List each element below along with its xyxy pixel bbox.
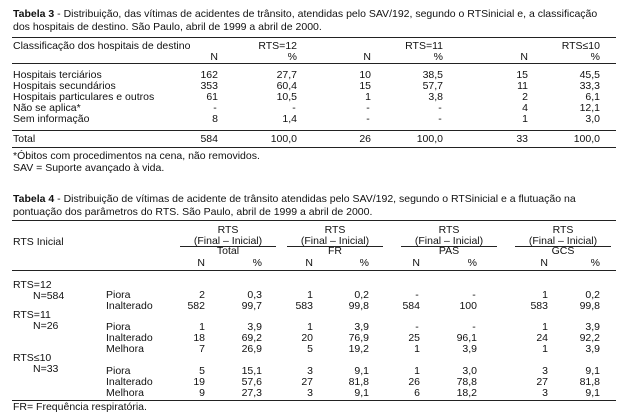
table4-cell: 20 (301, 332, 313, 344)
table4-cell: 9,1 (585, 387, 600, 399)
table4-group-rts: RTS (552, 224, 574, 236)
table4-row-label: Piora (106, 321, 131, 333)
table4-cell: 1 (307, 289, 313, 301)
table3-total-cell: 100,0 (270, 133, 297, 145)
table4-cell: - (415, 289, 419, 301)
table4-top-rule (12, 220, 616, 221)
table4-cell: 3,9 (585, 343, 600, 355)
table3-cell: 10 (359, 69, 371, 81)
table4-cell: 3 (542, 365, 548, 377)
table4-row-label: Piora (106, 365, 131, 377)
table4-group-underline (401, 246, 497, 247)
table3-cell: 61 (206, 91, 218, 103)
table3-cell: 33,3 (579, 80, 600, 92)
table4-sub-pct: % (467, 257, 477, 269)
table4-cell: 27 (301, 376, 313, 388)
table3-row-label: Sem informação (13, 113, 90, 125)
table3-row-label: Não se aplica* (13, 102, 81, 114)
table4-cell: 583 (530, 300, 548, 312)
table4-section-n: N=584 (33, 290, 65, 302)
table4-cell: 5 (307, 343, 313, 355)
table4-cell: 0,3 (247, 289, 262, 301)
table4-group-param: Total (216, 245, 240, 257)
table4-sub-n: N (540, 257, 548, 269)
table4-row-label: Melhora (106, 387, 144, 399)
table3-total-cell: 33 (516, 133, 528, 145)
table4-cell: 3,9 (354, 321, 369, 333)
table4-row-header: RTS Inicial (13, 236, 64, 248)
table4-cell: 3,0 (462, 365, 477, 377)
table3-cell: - (366, 113, 370, 125)
table4-section-n: N=33 (33, 363, 59, 375)
table4-cell: 96,1 (456, 332, 477, 344)
table3-total-cell: 100,0 (573, 133, 600, 145)
table4-cell: - (472, 289, 476, 301)
table4-row-label: Inalterado (106, 332, 153, 344)
table3-cell: 3,8 (428, 91, 443, 103)
table4-sub-n: N (412, 257, 420, 269)
table3-row-label: Hospitais terciários (13, 69, 102, 81)
table4-cell: 18,2 (456, 387, 477, 399)
table3-cell: 38,5 (422, 69, 443, 81)
table4-cell: 19 (193, 376, 205, 388)
table4-header-rule (12, 270, 616, 271)
table4-section-rts: RTS=11 (13, 309, 51, 321)
table4-cell: 3,9 (247, 321, 262, 333)
table4-cell: 9,1 (354, 365, 369, 377)
table4-cell: 1 (414, 365, 420, 377)
table3-cell: - (366, 102, 370, 114)
table4-cell: 582 (187, 300, 205, 312)
table4-cell: 100 (459, 300, 477, 312)
table4-cell: 3 (307, 365, 313, 377)
table3-sub-n: N (210, 51, 218, 63)
table4-cell: 9,1 (354, 387, 369, 399)
table4-cell: 584 (402, 300, 420, 312)
table3-caption (13, 8, 617, 34)
table3-col-header: Classificação dos hospitais de destino (13, 40, 191, 52)
table4-group-rts: RTS (324, 224, 346, 236)
table4-cell: 99,8 (348, 300, 369, 312)
table4-cell: 81,8 (348, 376, 369, 388)
table4-cell: 0,2 (585, 289, 600, 301)
table3-group-header: RTS=12 (258, 40, 297, 52)
table4-cell: 78,8 (456, 376, 477, 388)
table4-cell: 1 (542, 321, 548, 333)
table4-group-range: (Final – Inicial) (528, 235, 598, 247)
table4-cell: 24 (536, 332, 548, 344)
table4-footnote: FR= Frequência respiratória. (13, 401, 147, 413)
table3-sub-n: N (363, 51, 371, 63)
table4-sub-pct: % (252, 257, 262, 269)
table4-cell: 583 (295, 300, 313, 312)
table4-cell: 27 (536, 376, 548, 388)
table4-row-label: Melhora (106, 343, 144, 355)
table4-cell: 15,1 (241, 365, 262, 377)
table3-sub-pct: % (590, 51, 600, 63)
table4-cell: - (415, 321, 419, 333)
table4-cell: 69,2 (241, 332, 262, 344)
table4-sub-pct: % (359, 257, 369, 269)
table4-cell: 1 (307, 321, 313, 333)
table4-cell: 1 (414, 343, 420, 355)
table3-total-label: Total (13, 133, 36, 145)
table3-bottom-rule (12, 147, 616, 148)
table3-cell: 1 (522, 113, 528, 125)
table4-sub-n: N (197, 257, 205, 269)
table3-cell: 162 (200, 69, 218, 81)
table3-cell: 1,4 (282, 113, 297, 125)
table4-cell: 27,3 (241, 387, 262, 399)
table4-cell: 3 (542, 387, 548, 399)
table4-row-label: Inalterado (106, 300, 153, 312)
table3-cell: 6,1 (585, 91, 600, 103)
table4-cell: 26 (408, 376, 420, 388)
table3-cell: 15 (516, 69, 528, 81)
table4-cell: 3,9 (585, 321, 600, 333)
table4-group-underline (180, 246, 276, 247)
table3-cell: - (292, 102, 296, 114)
table4-caption (13, 193, 617, 219)
table4-group-param: FR (328, 245, 342, 257)
table4-cell: - (472, 321, 476, 333)
table3-cell: 8 (212, 113, 218, 125)
table4-row-label: Piora (106, 289, 131, 301)
table3-row-label: Hospitais secundários (13, 80, 116, 92)
table3-total-rule (12, 130, 616, 131)
table4-title-text: - Distribuição de vítimas de acidente de trânsito atendidas pelo SAV/192, segundo o RTSinicial e a flutuação na pontuação dos parâmetros do RTS. São Paulo, abril de 1999 a abril de 2000. (13, 193, 576, 218)
table4-group-underline (515, 246, 611, 247)
table4-cell: 9,1 (585, 365, 600, 377)
table3-group-header: RTS=11 (405, 40, 443, 52)
table3-cell: 11 (517, 80, 528, 92)
table4-cell: 76,9 (348, 332, 369, 344)
table4-cell: 18 (193, 332, 205, 344)
table4-cell: 3 (307, 387, 313, 399)
table3-cell: 60,4 (276, 80, 297, 92)
table3-sub-pct: % (287, 51, 297, 63)
table3-top-rule (12, 37, 616, 38)
table4-cell: 2 (199, 289, 205, 301)
table4-cell: 1 (199, 321, 205, 333)
table4-cell: 57,6 (241, 376, 262, 388)
table4-cell: 5 (199, 365, 205, 377)
table4-section-rts: RTS=12 (13, 279, 52, 291)
table4-cell: 1 (542, 343, 548, 355)
table3-cell: - (438, 113, 442, 125)
table3-sub-pct: % (433, 51, 443, 63)
table3-cell: 45,5 (579, 69, 600, 81)
table3-row-label: Hospitais particulares e outros (13, 91, 155, 103)
table3-note-obitos: *Óbitos com procedimentos na cena, não removidos. (13, 150, 260, 162)
table4-title-label: Tabela 4 (13, 193, 55, 205)
table3-cell: 2 (522, 91, 528, 103)
table3-cell: 1 (365, 91, 371, 103)
table4-section-n: N=26 (33, 320, 59, 332)
table3-total-cell: 100,0 (416, 133, 443, 145)
table3-total-cell: 584 (200, 133, 218, 145)
table3-group-header: RTS≤10 (561, 40, 600, 52)
table3-cell: 15 (359, 80, 371, 92)
table4-group-rts: RTS (438, 224, 460, 236)
table4-group-range: (Final – Inicial) (414, 235, 484, 247)
table3-cell: 27,7 (276, 69, 297, 81)
table3-title-text: - Distribuição, das vítimas de acidentes de trânsito, atendidas pelo SAV/192, segundo o RTSinicial e, a classificação dos hospitais de destino. São Paulo, abril de 1999 a abril de 2000. (13, 8, 598, 33)
table4-cell: 99,7 (241, 300, 262, 312)
table4-cell: 1 (542, 289, 548, 301)
table4-cell: 92,2 (579, 332, 600, 344)
table3-title-label: Tabela 3 (13, 8, 55, 20)
table3-cell: 12,1 (579, 102, 600, 114)
table3-sub-n: N (520, 51, 528, 63)
table3-cell: - (438, 102, 442, 114)
table4-row-label: Inalterado (106, 376, 153, 388)
table4-cell: 0,2 (354, 289, 369, 301)
table3-note-sav: SAV = Suporte avançado à vida. (13, 162, 165, 174)
table4-group-range: (Final – Inicial) (300, 235, 370, 247)
table3-total-cell: 26 (359, 133, 371, 145)
table4-cell: 81,8 (579, 376, 600, 388)
table4-sub-pct: % (590, 257, 600, 269)
table3-cell: 10,5 (276, 91, 297, 103)
table4-cell: 6 (414, 387, 420, 399)
table4-group-range: (Final – Inicial) (193, 235, 263, 247)
table4-cell: 7 (199, 343, 205, 355)
table4-group-underline (287, 246, 383, 247)
table3-header-rule (12, 63, 616, 64)
table4-cell: 9 (199, 387, 205, 399)
table4-sub-n: N (305, 257, 313, 269)
table3-cell: - (213, 102, 217, 114)
table4-section-rts: RTS≤10 (13, 352, 52, 364)
table4-cell: 99,8 (579, 300, 600, 312)
table4-cell: 3,9 (462, 343, 477, 355)
table3-cell: 57,7 (422, 80, 443, 92)
table4-cell: 25 (408, 332, 420, 344)
table4-group-rts: RTS (217, 224, 239, 236)
table4-group-param: GCS (551, 245, 575, 257)
table3-cell: 353 (200, 80, 218, 92)
table4-cell: 19,2 (348, 343, 369, 355)
table3-cell: 3,0 (585, 113, 600, 125)
table3-cell: 4 (522, 102, 528, 114)
table4-group-param: PAS (438, 245, 460, 257)
table4-cell: 26,9 (241, 343, 262, 355)
